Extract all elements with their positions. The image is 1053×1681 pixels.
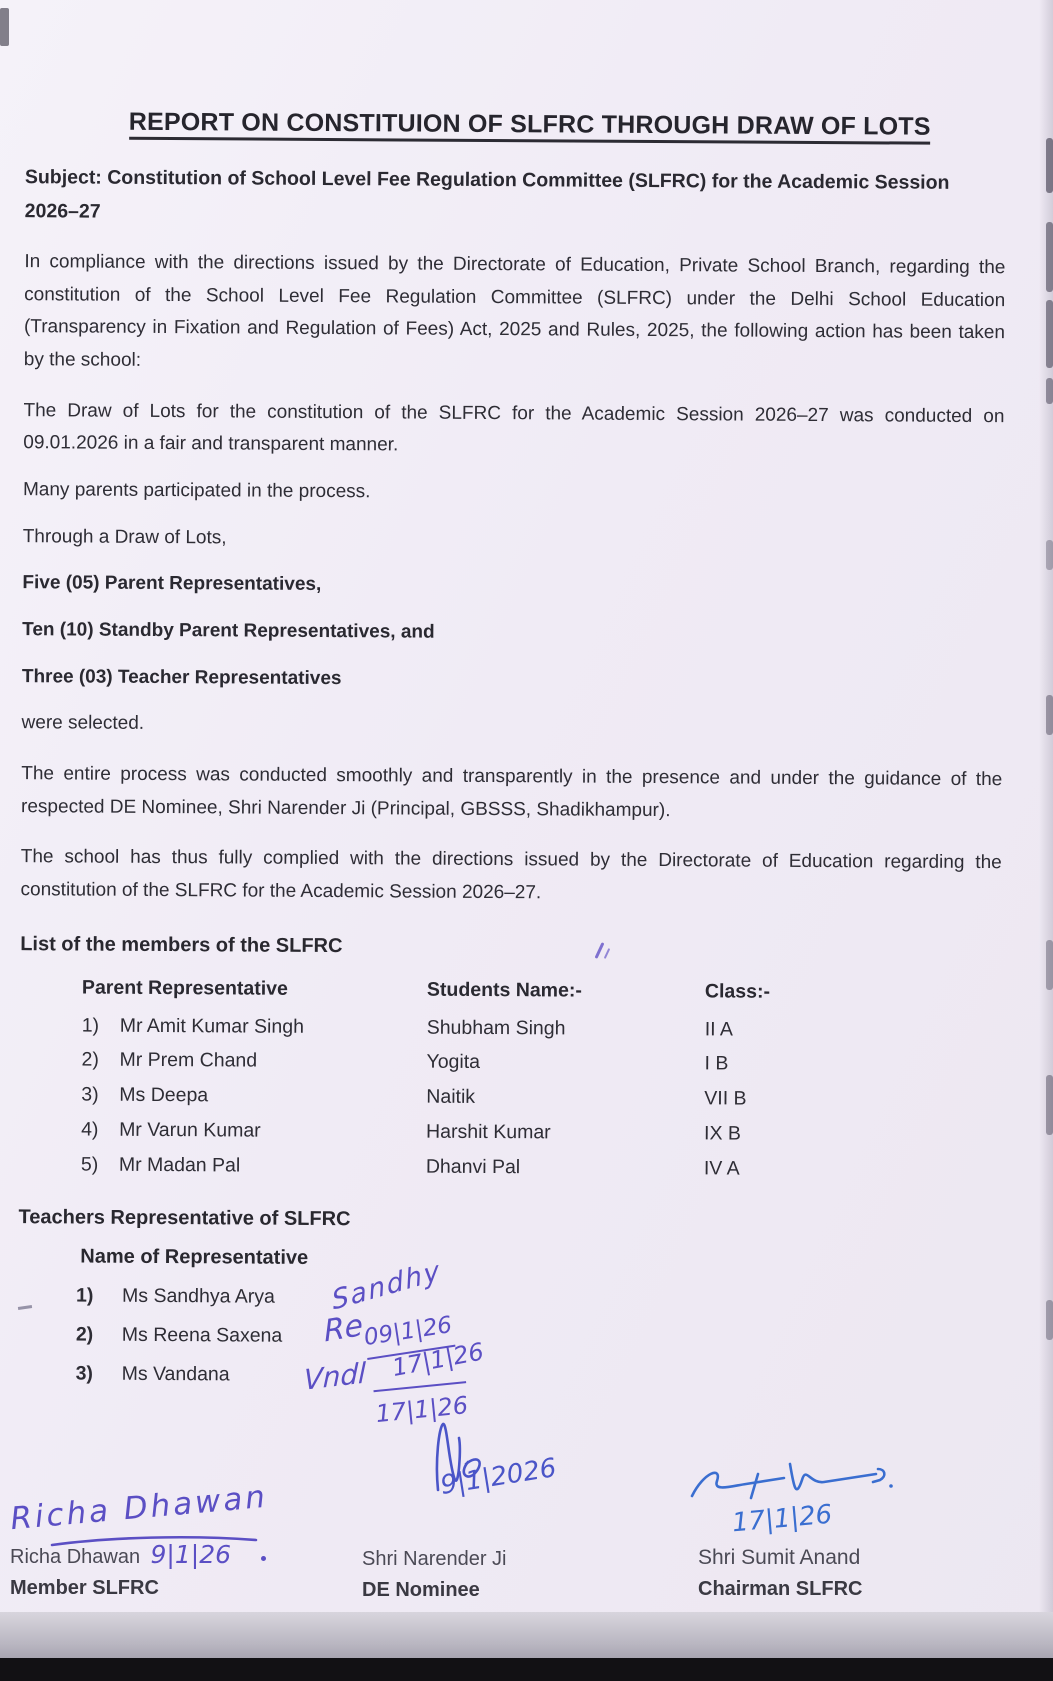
teachers-section — [18, 1201, 1000, 1428]
scan-edge-mark — [1046, 138, 1053, 193]
signatory-name: Shri Narender Ji — [362, 1548, 507, 1570]
signatory-name: Richa Dhawan — [10, 1546, 141, 1568]
row-number: 3) — [81, 1083, 99, 1106]
parent-name: Mr Prem Chand — [119, 1049, 258, 1073]
signature-area — [0, 1390, 1053, 1620]
row-number: 2) — [81, 1049, 99, 1072]
member-signature-date: 9|1|26 — [150, 1540, 231, 1569]
paragraph-process: The entire process was conducted smoothly and transparently in the presence and under the guidance of the respected DE Nominee, Shri Narender Ji (Principal, GBSSS, Shadikhampur). — [21, 763, 1003, 821]
student-class: I B — [704, 1052, 729, 1075]
line-five-parents: Five (05) Parent Representatives, — [22, 572, 322, 596]
scan-edge-mark — [1046, 378, 1053, 404]
parent-name: Mr Madan Pal — [118, 1153, 241, 1177]
row-number: 1) — [81, 1014, 100, 1037]
scan-edge-mark — [1046, 695, 1053, 735]
student-class: IV A — [703, 1157, 740, 1180]
teachers-heading: Teachers Representative of SLFRC — [18, 1206, 351, 1231]
scan-edge-mark — [1046, 300, 1053, 368]
reena-saxena-signature: Re — [322, 1307, 364, 1350]
paragraph-draw-of-lots: The Draw of Lots for the constitution of the SLFRC for the Academic Session 2026–27 was conducted on 09.01.2026 in a fair and transparent manner. — [23, 399, 1005, 456]
student-class: VII B — [704, 1087, 747, 1110]
reena-signature-date: 09|1|26 — [361, 1306, 455, 1359]
signatory-role: DE Nominee — [362, 1579, 480, 1601]
members-list-heading: List of the members of the SLFRC — [20, 932, 343, 957]
column-header-student: Students Name:- — [426, 978, 582, 1002]
ink-dot — [261, 1556, 266, 1561]
member-signature-block — [8, 1478, 340, 1600]
teacher-row — [75, 1307, 999, 1357]
chairman-signature-date: 17|1|26 — [730, 1499, 834, 1539]
line-three-teachers: Three (03) Teacher Representatives — [21, 665, 342, 689]
parent-name: Ms Deepa — [119, 1083, 209, 1107]
row-number: 4) — [81, 1118, 99, 1141]
line-ten-standby: Ten (10) Standby Parent Representatives, and — [22, 619, 435, 643]
paragraph-compliance: In compliance with the directions issued by the Directorate of Education, Private School Branch, regarding the constitution of the School Level Fee Regulation Committee (SLFRC) under the Delhi School Education (Transparency in Fixation and Regulation of Fees) Act, 2025 and Rules, 2025, the following action has been taken by the school: — [23, 251, 1006, 371]
de-nominee-signature-block — [362, 1453, 622, 1602]
teachers-subheading: Name of Representative — [80, 1245, 309, 1269]
scan-edge-mark — [1046, 940, 1053, 990]
vandana-signature-date: 17|1|26 — [389, 1337, 486, 1382]
vandana-signature: Vndl — [303, 1356, 367, 1397]
scanner-black-bar — [0, 1658, 1053, 1681]
teacher-row-number: 1) — [76, 1284, 94, 1307]
teacher-row-number: 3) — [75, 1362, 94, 1385]
members-table — [81, 972, 1001, 1187]
vandana-signature-date-below: 17|1|26 — [373, 1381, 469, 1434]
scan-edge-mark — [1046, 1300, 1053, 1340]
narender-signature-date: 9|1|2026 — [438, 1453, 559, 1501]
teacher-name: Ms Vandana — [121, 1362, 230, 1386]
teacher-row-number: 2) — [75, 1323, 94, 1346]
teacher-name: Ms Sandhya Arya — [122, 1285, 275, 1308]
scan-edge-mark — [1046, 540, 1053, 570]
student-name: Yogita — [426, 1051, 481, 1074]
chairman-signature-block — [698, 1460, 1018, 1601]
row-number: 5) — [80, 1153, 99, 1176]
paragraph-complied: The school has thus fully complied with the directions issued by the Directorate of Education regarding the constitution of the SLFRC for the Academic Session 2026–27. — [20, 846, 1002, 904]
paragraph-selected: were selected. — [21, 712, 145, 735]
scan-edge-mark — [0, 8, 9, 46]
signatory-role: Member SLFRC — [10, 1577, 159, 1599]
paragraph-through: Through a Draw of Lots, — [22, 525, 227, 549]
signatory-role: Chairman SLFRC — [698, 1578, 863, 1600]
student-name: Harshit Kumar — [426, 1120, 551, 1144]
sandhya-arya-signature: Sandhy — [330, 1255, 444, 1317]
parent-name: Mr Varun Kumar — [119, 1118, 261, 1142]
signature-underline-stroke — [50, 1534, 260, 1548]
document-title-text: REPORT ON CONSTITUION OF SLFRC THROUGH DRAW OF LOTS — [129, 108, 931, 145]
column-header-class: Class:- — [704, 980, 771, 1003]
student-class: IX B — [704, 1122, 742, 1145]
student-name: Dhanvi Pal — [425, 1155, 521, 1178]
subject-line: Subject: Constitution of School Level Fee Regulation Committee (SLFRC) for the Academic Session 2026–27 — [24, 166, 950, 223]
paragraph-parents: Many parents participated in the process. — [22, 479, 371, 503]
scan-edge-mark — [1046, 1075, 1053, 1135]
student-class: II A — [704, 1018, 733, 1041]
parent-name: Mr Amit Kumar Singh — [119, 1014, 305, 1038]
student-name: Naitik — [426, 1085, 476, 1109]
document-title — [39, 100, 1020, 149]
richa-dhawan-signature: Richa Dhawan — [8, 1478, 270, 1538]
scan-edge-mark — [1046, 222, 1053, 292]
signatory-name: Shri Sumit Anand — [698, 1546, 861, 1569]
student-name: Shubham Singh — [426, 1016, 566, 1040]
column-header-parent: Parent Representative — [81, 976, 288, 1000]
teacher-name: Ms Reena Saxena — [121, 1323, 283, 1347]
scanner-background-strip — [0, 1612, 1053, 1658]
